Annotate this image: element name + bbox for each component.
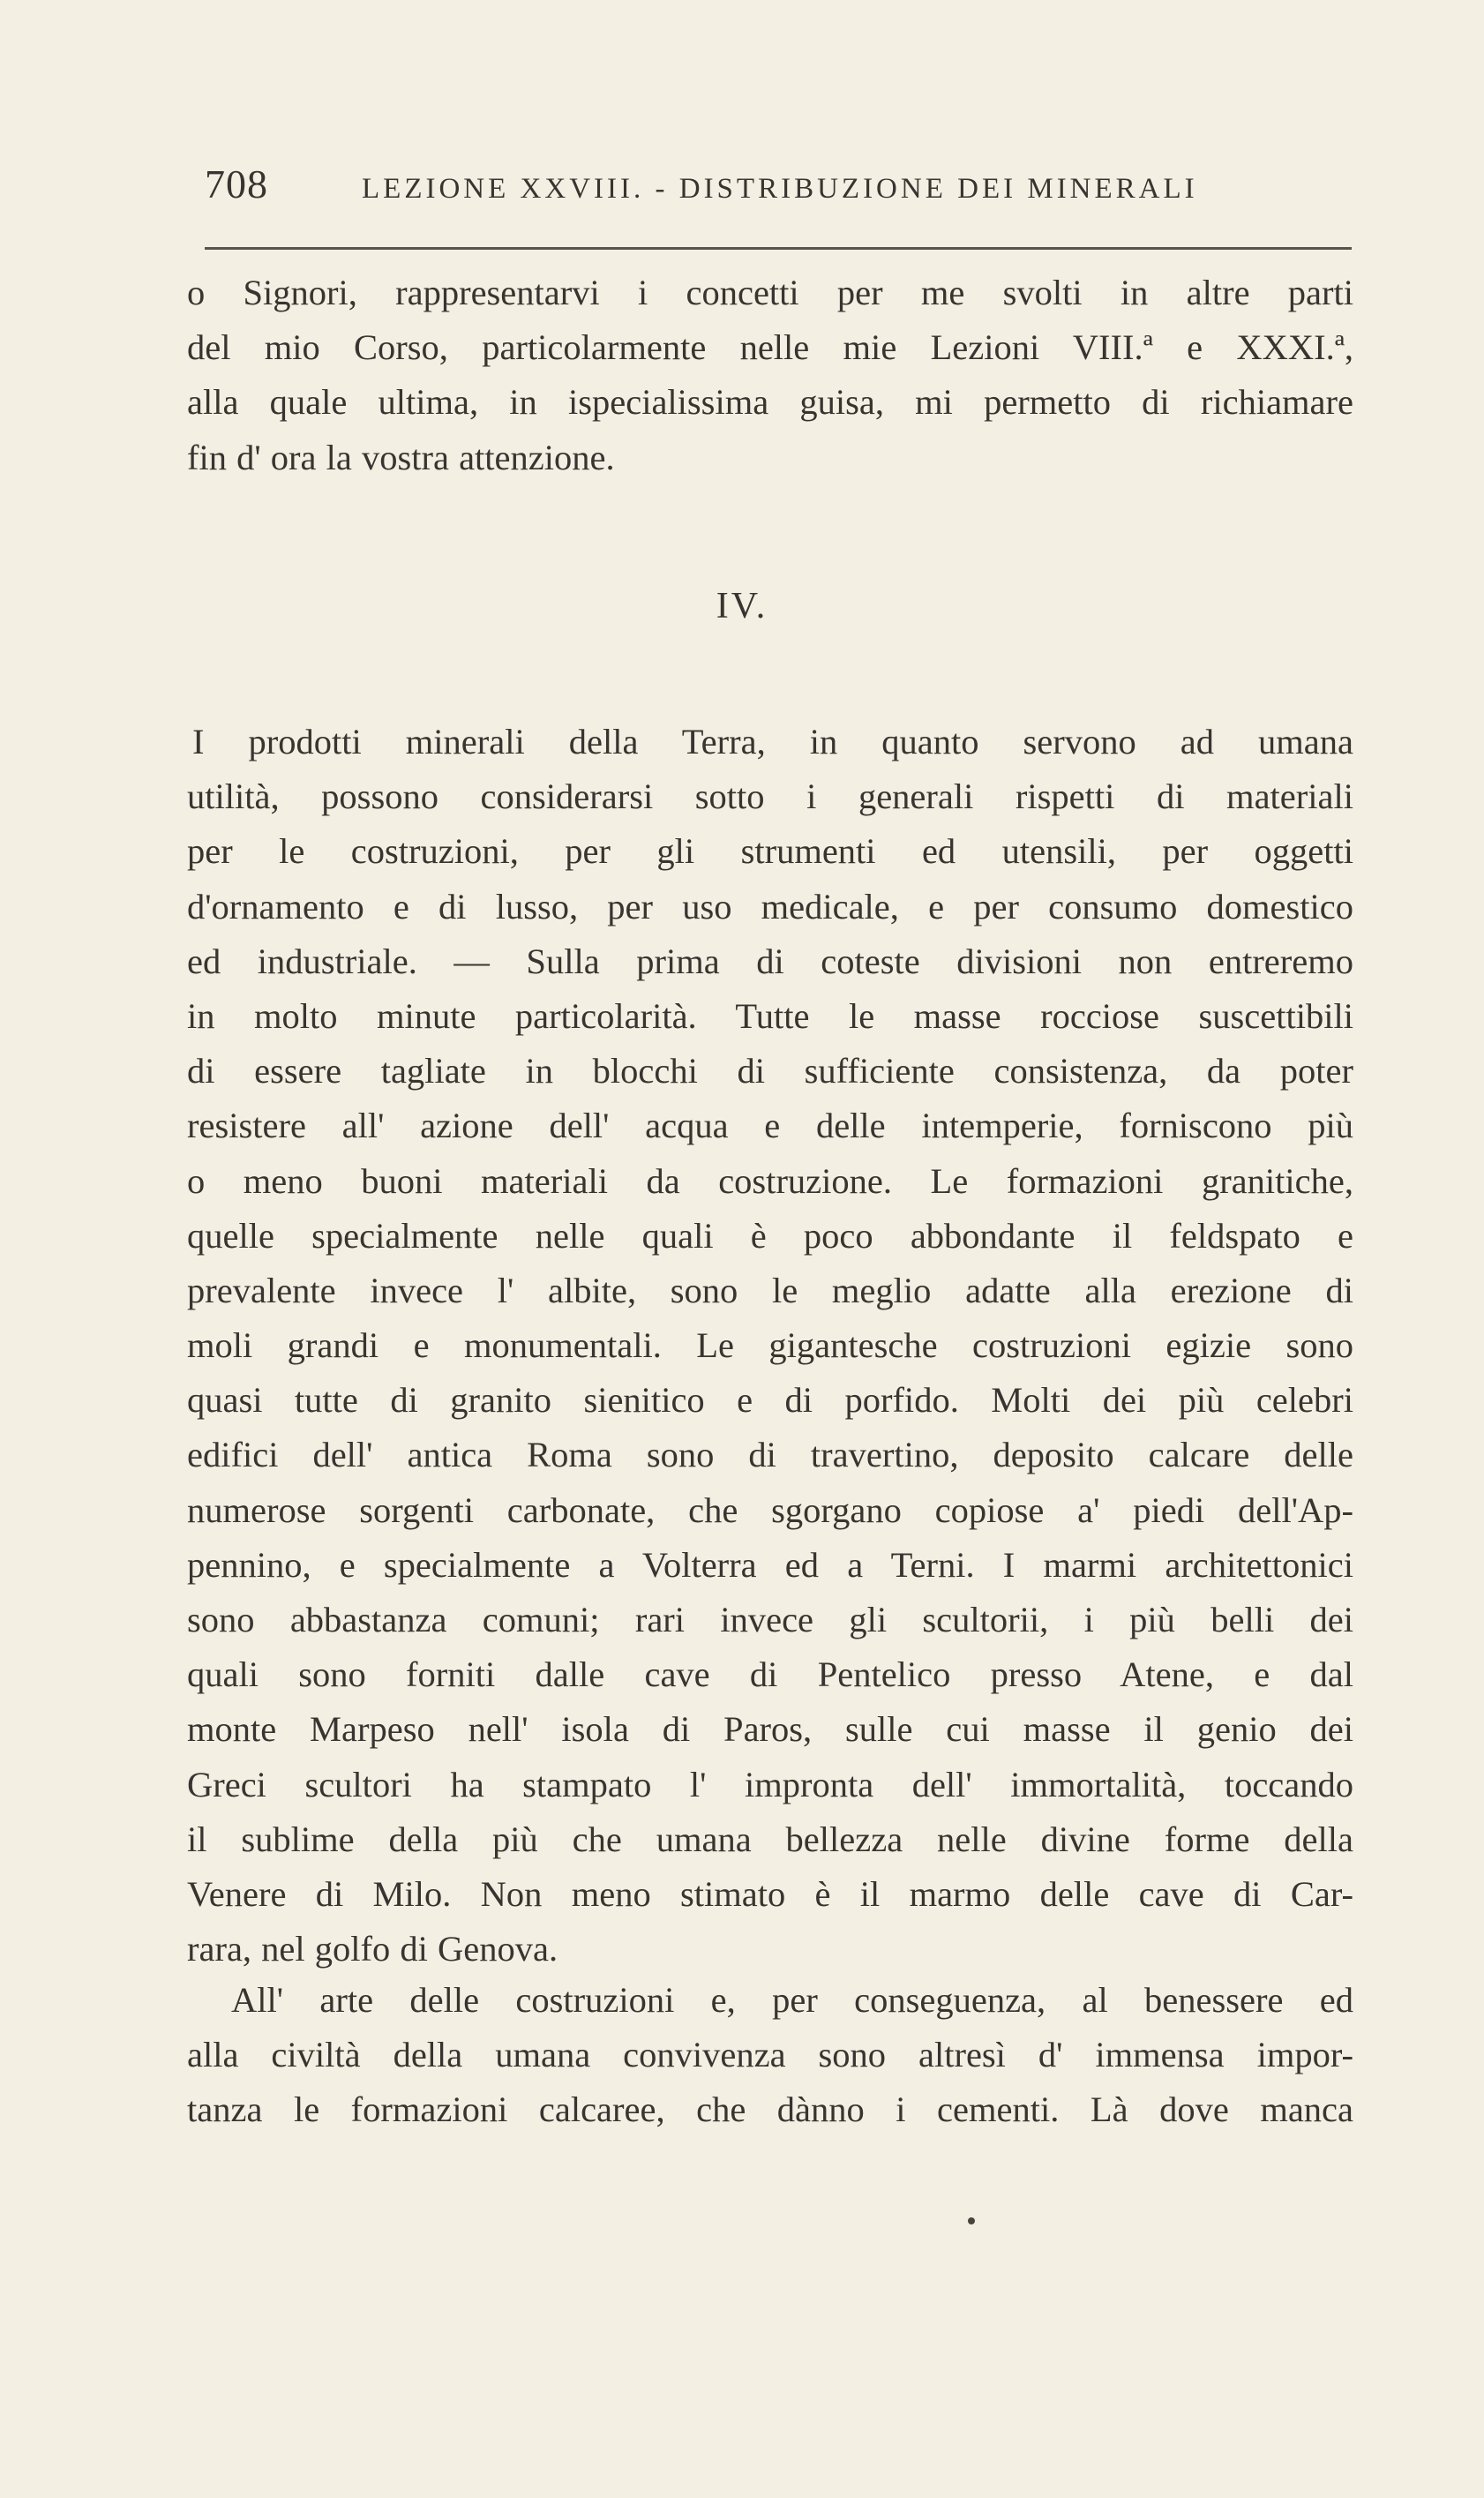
- text-line: alla quale ultima, in ispecialissima guisa, mi permetto di richiamare: [187, 382, 1353, 423]
- text-line: edifici dell' antica Roma sono di travertino, deposito calcare delle: [187, 1435, 1353, 1475]
- text-line: rara, nel golfo di Genova.: [187, 1929, 558, 1969]
- text-line: di essere tagliate in blocchi di sufficiente consistenza, da poter: [187, 1051, 1353, 1091]
- ink-speck: [968, 2217, 975, 2224]
- text-line: resistere all' azione dell' acqua e delle intemperie, forniscono più: [187, 1106, 1353, 1146]
- text-line: quali sono forniti dalle cave di Pentelico presso Atene, e dal: [187, 1654, 1353, 1695]
- text-line: All' arte delle costruzioni e, per conseguenza, al benessere ed: [231, 1980, 1353, 2020]
- text-line: pennino, e specialmente a Volterra ed a Terni. I marmi architettonici: [187, 1544, 1353, 1585]
- page-header: [205, 161, 1352, 214]
- section-heading: IV.: [716, 586, 768, 626]
- text-line: fin d' ora la vostra attenzione.: [187, 437, 615, 477]
- text-line: alla civiltà della umana convivenza sono altresì d' immensa impor-: [187, 2035, 1353, 2075]
- text-line: quelle specialmente nelle quali è poco abbondante il feldspato e: [187, 1215, 1353, 1256]
- text-line: I prodotti minerali della Terra, in quanto servono ad umana: [192, 722, 1353, 761]
- text-line: per le costruzioni, per gli strumenti ed utensili, per oggetti: [187, 831, 1353, 872]
- text-line: prevalente invece l' albite, sono le meglio adatte alla erezione di: [187, 1270, 1353, 1310]
- paragraph-continuation: [187, 266, 1353, 485]
- paragraph-arte: [187, 1973, 1353, 2138]
- text-line: Venere di Milo. Non meno stimato è il marmo delle cave di Car-: [187, 1873, 1353, 1914]
- paragraph-prodotti: [187, 715, 1353, 1977]
- text-line: in molto minute particolarità. Tutte le masse rocciose suscettibili: [187, 995, 1353, 1036]
- running-title: LEZIONE XXVIII. - DISTRIBUZIONE DEI MINERALI: [362, 173, 1198, 205]
- text-line: o Signori, rappresentarvi i concetti per me svolti in altre parti: [187, 273, 1353, 312]
- text-line: del mio Corso, particolarmente nelle mie Lezioni VIII.ª e XXXI.ª,: [187, 327, 1353, 368]
- text-line: il sublime della più che umana bellezza nelle divine forme della: [187, 1819, 1353, 1859]
- text-line: tanza le formazioni calcaree, che dànno i cementi. Là dove manca: [187, 2089, 1353, 2130]
- text-line: quasi tutte di granito sienitico e di porfido. Molti dei più celebri: [187, 1380, 1353, 1421]
- text-line: ed industriale. — Sulla prima di coteste divisioni non entreremo: [187, 941, 1353, 981]
- page-number: 708: [205, 161, 268, 206]
- text-line: utilità, possono considerarsi sotto i generali rispetti di materiali: [187, 776, 1353, 817]
- text-line: o meno buoni materiali da costruzione. Le formazioni granitiche,: [187, 1160, 1353, 1201]
- text-line: moli grandi e monumentali. Le gigantesche costruzioni egizie sono: [187, 1325, 1353, 1366]
- text-line: Greci scultori ha stampato l' impronta dell' immortalità, toccando: [187, 1764, 1353, 1804]
- text-line: d'ornamento e di lusso, per uso medicale, e per consumo domestico: [187, 886, 1353, 926]
- header-rule: [205, 247, 1352, 250]
- text-line: monte Marpeso nell' isola di Paros, sulle cui masse il genio dei: [187, 1709, 1353, 1750]
- text-line: sono abbastanza comuni; rari invece gli scultorii, i più belli dei: [187, 1600, 1353, 1639]
- text-line: numerose sorgenti carbonate, che sgorgano copiose a' piedi dell'Ap-: [187, 1489, 1353, 1530]
